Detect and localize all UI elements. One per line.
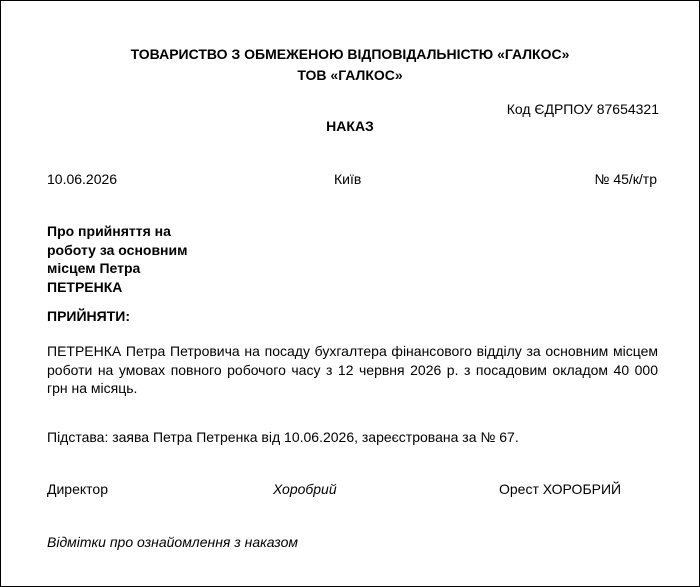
organization-full-name: ТОВАРИСТВО З ОБМЕЖЕНОЮ ВІДПОВІДАЛЬНІСТЮ «ГАЛКОС» (130, 46, 570, 62)
order-subject (47, 222, 237, 296)
document-type-title: НАКАЗ (326, 118, 374, 134)
signer-position: Директор (47, 481, 108, 497)
order-subject-line: ПЕТРЕНКА (47, 278, 123, 295)
signature: Хоробрий (273, 481, 337, 497)
document-number: № 45/к/тр (594, 171, 657, 187)
order-subject-line: роботу за основним (47, 241, 188, 258)
order-subject-line: Про прийняття на (47, 223, 171, 239)
acknowledgement-note: Відмітки про ознайомлення з наказом (47, 534, 298, 550)
order-body-text: ПЕТРЕНКА Петра Петровича на посаду бухгалтера фінансового відділу за основним місцем роботи на умовах повного робочого часу з 12 червня 2026 р. з посадовим окладом 40 000 грн на місяць. (47, 343, 658, 396)
order-heading: ПРИЙНЯТИ: (47, 308, 130, 324)
order-basis: Підстава: заява Петра Петренка від 10.06.2026, зареєстрована за № 67. (47, 429, 519, 445)
edrpou-code: Код ЄДРПОУ 87654321 (506, 101, 659, 117)
document-city: Київ (334, 171, 362, 187)
signer-name: Орест ХОРОБРИЙ (499, 481, 622, 497)
document-date: 10.06.2026 (47, 171, 118, 187)
organization-short-name: ТОВ «ГАЛКОС» (297, 67, 403, 83)
order-subject-line: місцем Петра (47, 260, 141, 276)
